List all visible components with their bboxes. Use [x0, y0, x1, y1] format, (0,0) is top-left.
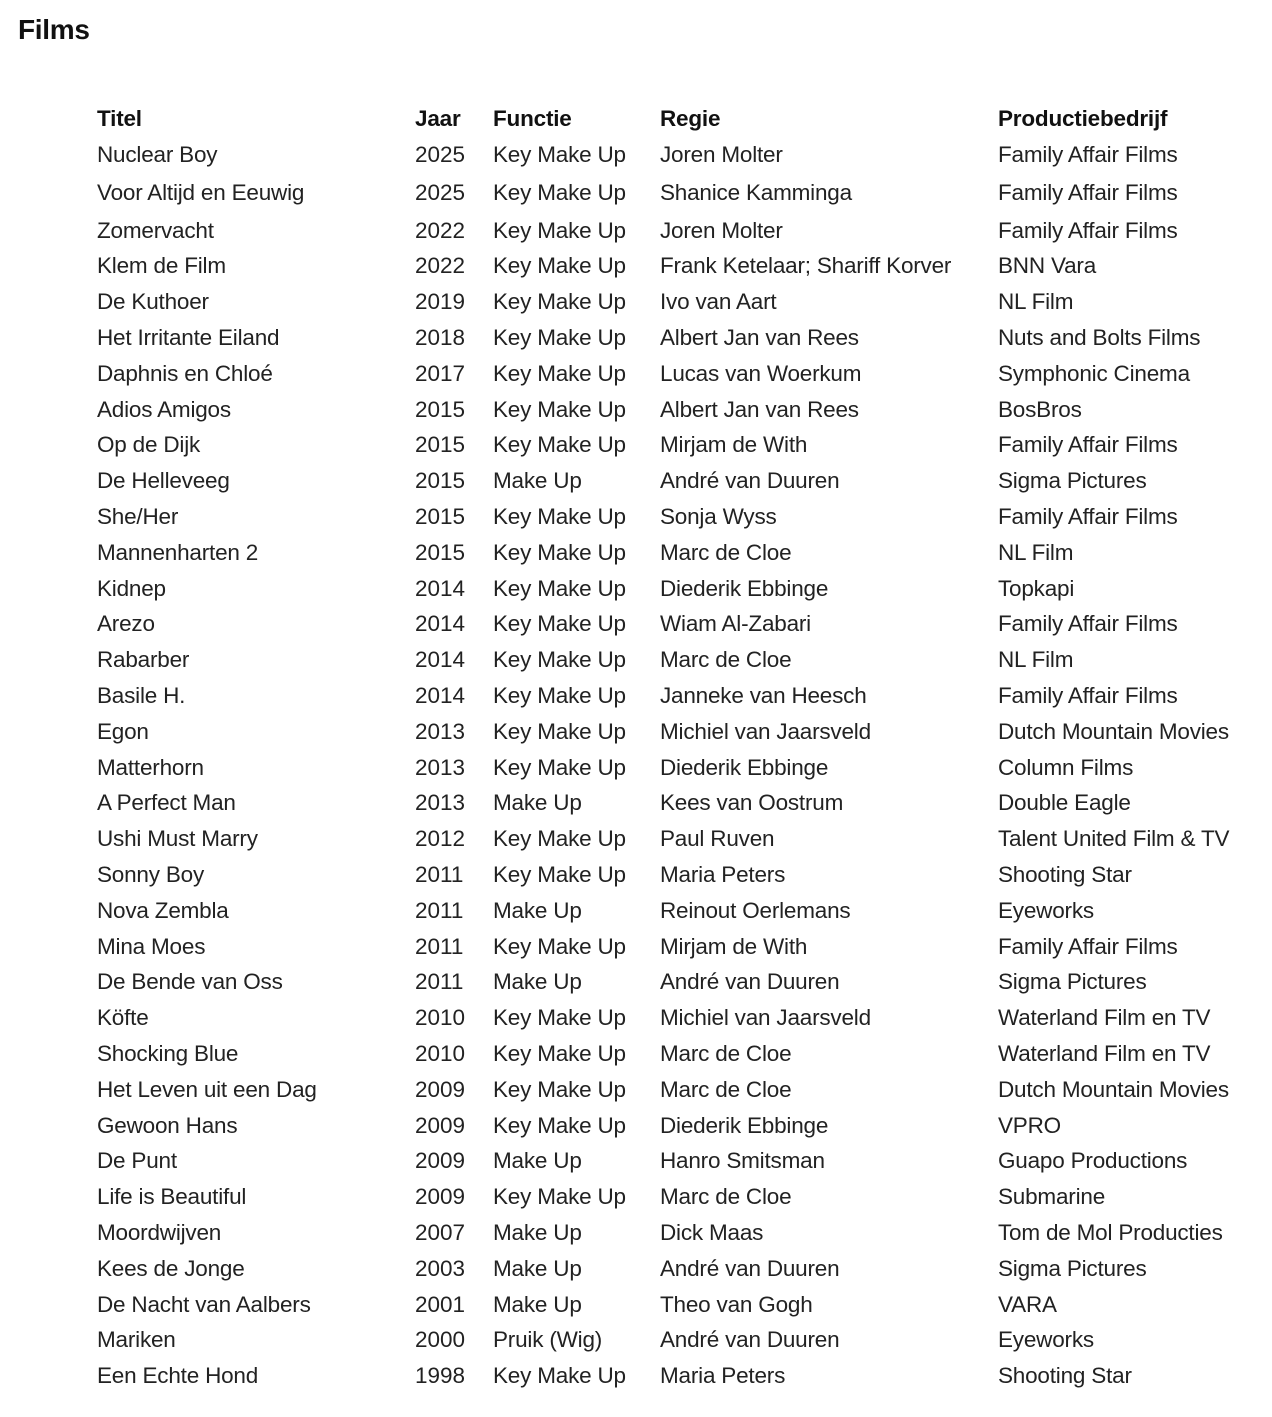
- cell-regie: Reinout Oerlemans: [660, 897, 851, 923]
- cell-jaar: 2014: [415, 647, 466, 673]
- cell-functie: Key Make Up: [493, 253, 626, 279]
- cell-titel: De Nacht van Aalbers: [97, 1291, 311, 1317]
- cell-regie: Joren Molter: [660, 141, 783, 167]
- cell-functie: Make Up: [493, 1220, 582, 1245]
- cell-jaar: 2015: [415, 468, 466, 494]
- table-row: [97, 929, 1268, 965]
- cell-functie: Key Make Up: [493, 611, 626, 637]
- cell-functie: Key Make Up: [493, 575, 626, 601]
- cell-productiebedrijf: Sigma Pictures: [998, 468, 1147, 494]
- cell-jaar: 2010: [415, 1005, 466, 1031]
- table-row: [97, 857, 1268, 893]
- table-row: [97, 137, 1268, 173]
- cell-titel: De Helleveeg: [97, 468, 230, 494]
- cell-regie: Marc de Cloe: [660, 1076, 792, 1102]
- cell-functie: Key Make Up: [493, 1184, 626, 1210]
- cell-titel: Op de Dijk: [97, 432, 201, 458]
- table-row: [97, 1179, 1268, 1215]
- cell-jaar: 2011: [415, 897, 464, 923]
- table-row: [97, 392, 1268, 428]
- table-row: [97, 356, 1268, 392]
- cell-jaar: 2025: [415, 179, 466, 205]
- cell-titel: Egon: [97, 718, 149, 744]
- cell-regie: Kees van Oostrum: [660, 790, 844, 816]
- cell-functie: Make Up: [493, 1148, 582, 1174]
- table-row: [97, 1000, 1268, 1036]
- cell-regie: Frank Ketelaar; Shariff Korver: [660, 253, 952, 279]
- table-row: [97, 678, 1268, 714]
- cell-productiebedrijf: Family Affair Films: [998, 933, 1178, 959]
- cell-titel: She/Her: [97, 504, 179, 530]
- table-row: [97, 499, 1268, 535]
- cell-regie: Joren Molter: [660, 217, 783, 243]
- table-row: [97, 821, 1268, 857]
- table-row: [97, 284, 1268, 320]
- cell-productiebedrijf: Shooting Star: [998, 1363, 1132, 1389]
- cell-titel: Ushi Must Marry: [97, 826, 258, 852]
- cell-regie: Michiel van Jaarsveld: [660, 1005, 871, 1031]
- table-row: [97, 750, 1268, 786]
- cell-titel: Kees de Jonge: [97, 1255, 245, 1281]
- cell-functie: Key Make Up: [493, 647, 626, 673]
- table-row: [97, 571, 1268, 607]
- header-functie: Functie: [493, 106, 572, 131]
- cell-jaar: 2019: [415, 289, 466, 315]
- table-row: [97, 173, 1268, 213]
- cell-productiebedrijf: BNN Vara: [998, 253, 1097, 279]
- cell-titel: Gewoon Hans: [97, 1112, 238, 1138]
- cell-jaar: 2001: [415, 1291, 466, 1317]
- cell-regie: Ivo van Aart: [660, 289, 777, 315]
- cell-productiebedrijf: NL Film: [998, 289, 1074, 315]
- table-row: [97, 320, 1268, 356]
- cell-jaar: 2000: [415, 1327, 466, 1353]
- cell-functie: Key Make Up: [493, 217, 626, 243]
- cell-functie: Pruik (Wig): [493, 1327, 603, 1353]
- cell-productiebedrijf: Shooting Star: [998, 862, 1132, 888]
- cell-jaar: 2014: [415, 611, 466, 637]
- cell-regie: Diederik Ebbinge: [660, 575, 829, 601]
- cell-titel: De Bende van Oss: [97, 969, 283, 995]
- table-row: [97, 965, 1268, 1001]
- table-row: [97, 1358, 1268, 1394]
- cell-jaar: 1998: [415, 1363, 466, 1389]
- cell-titel: A Perfect Man: [97, 790, 236, 816]
- cell-regie: Albert Jan van Rees: [660, 396, 859, 422]
- table-row: [97, 642, 1268, 678]
- cell-regie: Marc de Cloe: [660, 539, 792, 565]
- cell-functie: Key Make Up: [493, 862, 626, 888]
- cell-regie: Hanro Smitsman: [660, 1148, 825, 1174]
- cell-titel: Klem de Film: [97, 253, 226, 279]
- cell-functie: Make Up: [493, 1291, 582, 1317]
- cell-jaar: 2025: [415, 141, 466, 167]
- cell-jaar: 2009: [415, 1184, 466, 1210]
- cell-functie: Key Make Up: [493, 933, 626, 959]
- cell-titel: Het Leven uit een Dag: [97, 1076, 317, 1102]
- table-row: [97, 1215, 1268, 1251]
- table-row: [97, 607, 1268, 643]
- cell-regie: Dick Maas: [660, 1220, 764, 1245]
- header-titel: Titel: [97, 106, 142, 131]
- cell-productiebedrijf: NL Film: [998, 539, 1074, 565]
- table-row: [97, 786, 1268, 822]
- table-row: [97, 893, 1268, 929]
- cell-productiebedrijf: Symphonic Cinema: [998, 360, 1190, 386]
- cell-regie: Diederik Ebbinge: [660, 1112, 829, 1138]
- cell-functie: Key Make Up: [493, 826, 626, 852]
- cell-productiebedrijf: Guapo Productions: [998, 1148, 1188, 1174]
- cell-regie: Michiel van Jaarsveld: [660, 718, 871, 744]
- cell-productiebedrijf: Double Eagle: [998, 790, 1131, 816]
- cell-titel: Sonny Boy: [97, 862, 205, 888]
- cell-functie: Key Make Up: [493, 539, 626, 565]
- cell-regie: Shanice Kamminga: [660, 179, 852, 205]
- table-row: [97, 1108, 1268, 1144]
- cell-functie: Key Make Up: [493, 1363, 626, 1389]
- cell-regie: Maria Peters: [660, 862, 786, 888]
- cell-functie: Key Make Up: [493, 1112, 626, 1138]
- cell-titel: Kidnep: [97, 575, 166, 601]
- cell-regie: Diederik Ebbinge: [660, 754, 829, 780]
- table-row: [97, 1287, 1268, 1323]
- table-row: [97, 714, 1268, 750]
- cell-regie: Mirjam de With: [660, 933, 808, 959]
- cell-productiebedrijf: Topkapi: [998, 575, 1075, 601]
- cell-functie: Make Up: [493, 1255, 582, 1281]
- cell-regie: André van Duuren: [660, 1327, 840, 1353]
- cell-functie: Key Make Up: [493, 1041, 626, 1067]
- cell-titel: Basile H.: [97, 683, 186, 709]
- page-title: Films: [18, 14, 90, 45]
- cell-productiebedrijf: Waterland Film en TV: [998, 1005, 1211, 1031]
- cell-regie: Theo van Gogh: [660, 1291, 813, 1317]
- cell-productiebedrijf: Nuts and Bolts Films: [998, 325, 1201, 351]
- cell-functie: Key Make Up: [493, 683, 626, 709]
- cell-productiebedrijf: Family Affair Films: [998, 611, 1178, 637]
- cell-functie: Key Make Up: [493, 1076, 626, 1102]
- cell-jaar: 2015: [415, 396, 466, 422]
- cell-productiebedrijf: Sigma Pictures: [998, 969, 1147, 995]
- cell-regie: Wiam Al-Zabari: [660, 611, 811, 637]
- cell-jaar: 2017: [415, 360, 466, 386]
- cell-productiebedrijf: Family Affair Films: [998, 217, 1178, 243]
- cell-jaar: 2015: [415, 504, 466, 530]
- cell-productiebedrijf: Sigma Pictures: [998, 1255, 1147, 1281]
- cell-productiebedrijf: Eyeworks: [998, 897, 1094, 923]
- cell-titel: Matterhorn: [97, 754, 204, 780]
- cell-titel: De Kuthoer: [97, 289, 209, 315]
- cell-productiebedrijf: Waterland Film en TV: [998, 1041, 1211, 1067]
- cell-regie: Marc de Cloe: [660, 1041, 792, 1067]
- cell-jaar: 2013: [415, 754, 466, 780]
- cell-jaar: 2009: [415, 1148, 466, 1174]
- cell-jaar: 2018: [415, 325, 466, 351]
- cell-titel: Het Irritante Eiland: [97, 325, 280, 351]
- cell-regie: Marc de Cloe: [660, 1184, 792, 1210]
- cell-jaar: 2011: [415, 862, 464, 888]
- cell-titel: Zomervacht: [97, 217, 214, 243]
- cell-functie: Key Make Up: [493, 325, 626, 351]
- cell-functie: Key Make Up: [493, 718, 626, 744]
- cell-titel: Mannenharten 2: [97, 539, 259, 565]
- cell-functie: Make Up: [493, 790, 582, 816]
- table-row: [97, 1323, 1268, 1359]
- cell-functie: Key Make Up: [493, 504, 626, 530]
- cell-productiebedrijf: VARA: [998, 1291, 1057, 1317]
- header-productiebedrijf: Productiebedrijf: [998, 106, 1168, 131]
- cell-productiebedrijf: NL Film: [998, 647, 1074, 673]
- cell-regie: Albert Jan van Rees: [660, 325, 859, 351]
- cell-titel: De Punt: [97, 1148, 177, 1174]
- cell-regie: Maria Peters: [660, 1363, 786, 1389]
- cell-jaar: 2022: [415, 217, 466, 243]
- films-table: [97, 101, 1268, 1394]
- cell-jaar: 2015: [415, 539, 466, 565]
- cell-titel: Nova Zembla: [97, 897, 229, 923]
- cell-jaar: 2013: [415, 718, 466, 744]
- cell-functie: Make Up: [493, 969, 582, 995]
- cell-regie: Janneke van Heesch: [660, 683, 867, 709]
- cell-regie: Mirjam de With: [660, 432, 808, 458]
- cell-productiebedrijf: Family Affair Films: [998, 432, 1178, 458]
- cell-titel: Daphnis en Chloé: [97, 360, 273, 386]
- header-regie: Regie: [660, 106, 721, 131]
- cell-titel: Mina Moes: [97, 933, 206, 959]
- cell-jaar: 2010: [415, 1041, 466, 1067]
- cell-jaar: 2015: [415, 432, 466, 458]
- table-row: [97, 213, 1268, 249]
- cell-productiebedrijf: Column Films: [998, 754, 1134, 780]
- table-row: [97, 1036, 1268, 1072]
- cell-functie: Make Up: [493, 897, 582, 923]
- cell-productiebedrijf: BosBros: [998, 396, 1082, 422]
- cell-productiebedrijf: Talent United Film & TV: [998, 826, 1230, 852]
- cell-jaar: 2022: [415, 253, 466, 279]
- cell-productiebedrijf: Eyeworks: [998, 1327, 1094, 1353]
- cell-productiebedrijf: Dutch Mountain Movies: [998, 718, 1229, 744]
- cell-jaar: 2011: [415, 933, 464, 959]
- films-table-body: [97, 137, 1268, 1394]
- cell-functie: Key Make Up: [493, 1005, 626, 1031]
- cell-regie: André van Duuren: [660, 1255, 840, 1281]
- cell-titel: Shocking Blue: [97, 1041, 239, 1067]
- cell-functie: Key Make Up: [493, 432, 626, 458]
- cell-productiebedrijf: Family Affair Films: [998, 141, 1178, 167]
- table-row: [97, 1144, 1268, 1180]
- cell-jaar: 2014: [415, 575, 466, 601]
- cell-productiebedrijf: VPRO: [998, 1112, 1061, 1138]
- cell-functie: Key Make Up: [493, 141, 626, 167]
- cell-titel: Adios Amigos: [97, 396, 231, 422]
- table-row: [97, 1251, 1268, 1287]
- cell-productiebedrijf: Dutch Mountain Movies: [998, 1076, 1229, 1102]
- cell-titel: Life is Beautiful: [97, 1184, 247, 1210]
- table-row: [97, 249, 1268, 285]
- cell-jaar: 2009: [415, 1076, 466, 1102]
- cell-titel: Mariken: [97, 1327, 176, 1353]
- cell-regie: Sonja Wyss: [660, 504, 777, 530]
- cell-jaar: 2013: [415, 790, 466, 816]
- cell-titel: Rabarber: [97, 647, 190, 673]
- cell-titel: Arezo: [97, 611, 155, 637]
- header-row: [97, 101, 1268, 137]
- cell-regie: André van Duuren: [660, 969, 840, 995]
- cell-functie: Key Make Up: [493, 360, 626, 386]
- cell-productiebedrijf: Submarine: [998, 1184, 1106, 1210]
- cell-jaar: 2011: [415, 969, 464, 995]
- table-row: [97, 1072, 1268, 1108]
- cell-jaar: 2012: [415, 826, 466, 852]
- cell-titel: Moordwijven: [97, 1220, 222, 1245]
- header-jaar: Jaar: [415, 106, 461, 131]
- cell-jaar: 2009: [415, 1112, 466, 1138]
- cell-productiebedrijf: Tom de Mol Producties: [998, 1220, 1223, 1245]
- cell-productiebedrijf: Family Affair Films: [998, 683, 1178, 709]
- cell-titel: Köfte: [97, 1005, 149, 1031]
- cell-productiebedrijf: Family Affair Films: [998, 179, 1178, 205]
- cell-titel: Een Echte Hond: [97, 1363, 259, 1389]
- cell-productiebedrijf: Family Affair Films: [998, 504, 1178, 530]
- cell-regie: Paul Ruven: [660, 826, 775, 852]
- cell-functie: Key Make Up: [493, 179, 626, 205]
- table-row: [97, 535, 1268, 571]
- cell-titel: Nuclear Boy: [97, 141, 218, 167]
- cell-regie: Lucas van Woerkum: [660, 360, 862, 386]
- cell-functie: Make Up: [493, 468, 582, 494]
- cell-regie: André van Duuren: [660, 468, 840, 494]
- cell-jaar: 2007: [415, 1220, 466, 1245]
- cell-titel: Voor Altijd en Eeuwig: [97, 179, 305, 205]
- table-row: [97, 428, 1268, 464]
- cell-regie: Marc de Cloe: [660, 647, 792, 673]
- cell-functie: Key Make Up: [493, 396, 626, 422]
- cell-jaar: 2014: [415, 683, 466, 709]
- cell-jaar: 2003: [415, 1255, 466, 1281]
- table-row: [97, 463, 1268, 499]
- cell-functie: Key Make Up: [493, 754, 626, 780]
- cell-functie: Key Make Up: [493, 289, 626, 315]
